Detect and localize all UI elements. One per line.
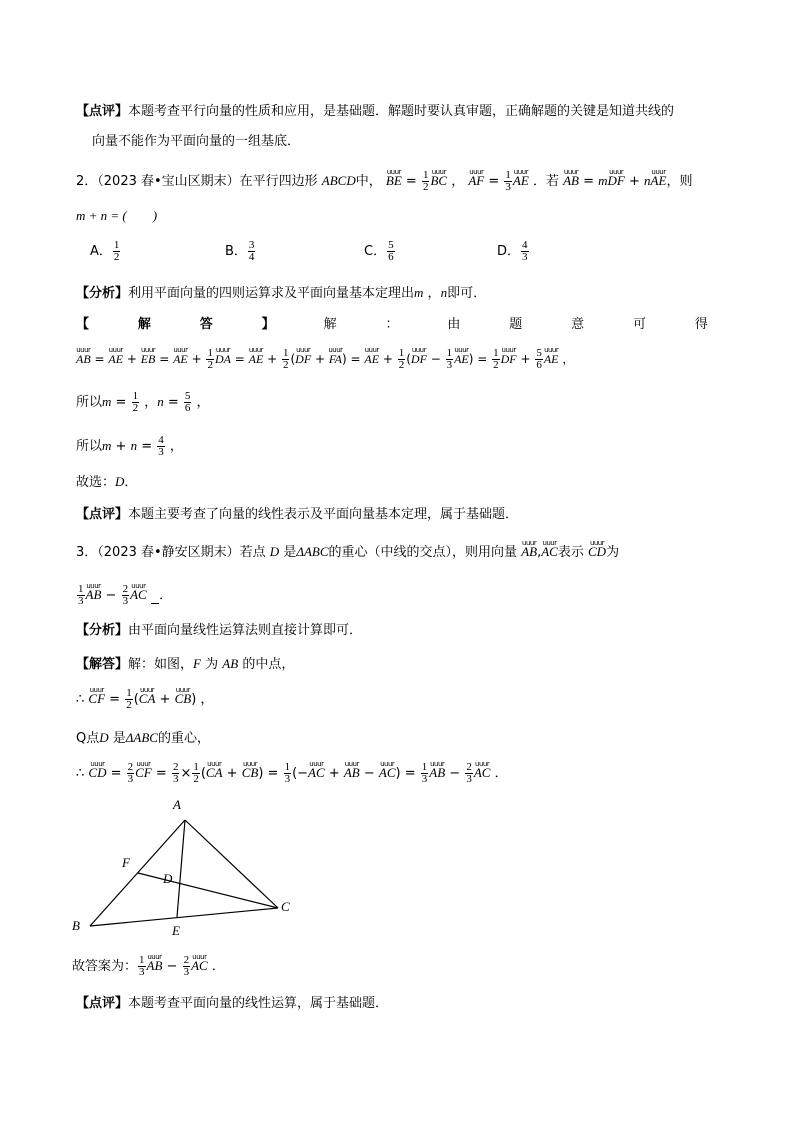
frac: $\frac{1}{3}$ (505, 169, 511, 193)
q2-stem-end: ，则 (666, 174, 693, 189)
q2-review: 【点评】本题主要考查了向量的线性表示及平面向量基本定理，属于基础题． (76, 507, 519, 522)
q2-prefix: 2．（2023 春•宝山区期末）在平行四边形 (76, 174, 318, 189)
vec-bc: uuur BC (430, 172, 447, 190)
vec-be: uuur BE (386, 172, 402, 190)
q2-derivation: uuur AB = uuur AE + uuur EB = uuur AE + $\frac{1}{2}$ uuur DA = uuur AE + $\frac{1}{2}$ (uuur DF + uuur FA) = uuur AE + $\frac{1}{2}$ (uuur DF − $\frac{1}{3}$ uuur AE) = $\frac{1}{2}$ uuur DF + $\frac{5}{6}$ uuur AE ， (76, 348, 574, 371)
q2-parallelogram: ABCD (321, 173, 356, 188)
vec-ab: uuur AB (563, 172, 579, 190)
option-c: C． $\frac{5}{6}$ (364, 239, 394, 263)
vec-df: uuur DF (608, 172, 625, 190)
label-f: F (122, 855, 130, 870)
q3-review: 【点评】本题考查平面向量的线性运算，属于基础题． (76, 996, 389, 1011)
option-b: B． $\frac{3}{4}$ (225, 239, 255, 263)
q2-answer-header: 【 解 答 】 解 ： 由 题 意 可 得 (76, 317, 708, 332)
q2-so2: 所以m + n = $\frac{4}{3}$ ， (76, 434, 183, 458)
q2-analysis: 【分析】利用平面向量的四则运算求及平面向量基本定理出m ，n即可． (76, 285, 487, 301)
q3-answer: 【解答】解：如图，F 为 AB 的中点， (76, 656, 295, 672)
frac: $\frac{1}{2}$ (422, 169, 429, 193)
review-tag: 【点评】 (76, 104, 129, 119)
label-b: B (72, 918, 80, 933)
q3-analysis: 【分析】由平面向量线性运算法则直接计算即可． (76, 623, 363, 638)
label-c: C (281, 899, 290, 914)
q3-blank-answer: $\frac{1}{3}$ uuur AB − $\frac{2}{3}$ uuur AC ． (76, 584, 172, 607)
median-cf (138, 873, 278, 908)
review-1-cont: 向量不能作为平面向量的一组基底． (92, 134, 301, 149)
label-e: E (172, 923, 180, 938)
vec-ae2: uuur AE (651, 172, 667, 190)
label-d: D (163, 871, 173, 886)
q3-cf: ∴ uuur CF = $\frac{1}{2}$ (uuur CA + uuur CB) ， (76, 688, 213, 711)
review-1 (76, 103, 674, 121)
side-bc (90, 908, 278, 926)
q3-cd: ∴ uuur CD = $\frac{2}{3}$ uuur CF = $\frac{2}{3}$ × $\frac{1}{2}$ (uuur CA + uuur CB) = $\frac{1}{3}$ (−uuur AC + uuur AB − uuur AC) = $\frac{1}{3}$ uuur AB − $\frac{2}{3}$ uuur AC ． (76, 762, 508, 785)
vec-ae: uuur AE (513, 172, 529, 190)
vec-af: uuur AF (468, 172, 484, 190)
triangle-figure (66, 795, 306, 945)
label-a: A (173, 797, 181, 812)
side-ac (185, 820, 278, 908)
median-ae (177, 820, 185, 917)
q3-because: Q点D 是ΔABC的重心， (76, 730, 210, 746)
q2-so1: 所以m = $\frac{1}{2}$ ，n = $\frac{5}{6}$ ， (76, 390, 210, 414)
q2-mid: 中， (355, 174, 382, 189)
review-text: 本题考查平行向量的性质和应用，是基础题．解题时要认真审题，正确解题的关键是知道共线的 (128, 104, 675, 119)
q3-stem: 3．（2023 春•静安区期末）若点 D 是ΔABC的重心（中线的交点），则用向量 uuur AB,uuur AC表示 uuur CD为 (76, 543, 619, 562)
q2-line2: m + n = ( ) (76, 208, 158, 223)
option-d: D． $\frac{4}{3}$ (497, 239, 528, 263)
q2-stem: 2．（2023 春•宝山区期末）在平行四边形 ABCD中， uuur BE = $\frac{1}{2}$ uuur BC ， uuur AF = $\frac{1}{3}$ uuur AE ．若 uuur AB = muuur DF + nuuur AE，则 (76, 170, 692, 193)
q2-choose: 故选：D． (76, 474, 138, 490)
q3-final: 故答案为： $\frac{1}{3}$ uuur AB − $\frac{2}{3}$ uuur AC ． (72, 955, 225, 978)
option-a: A． $\frac{1}{2}$ (90, 239, 120, 263)
